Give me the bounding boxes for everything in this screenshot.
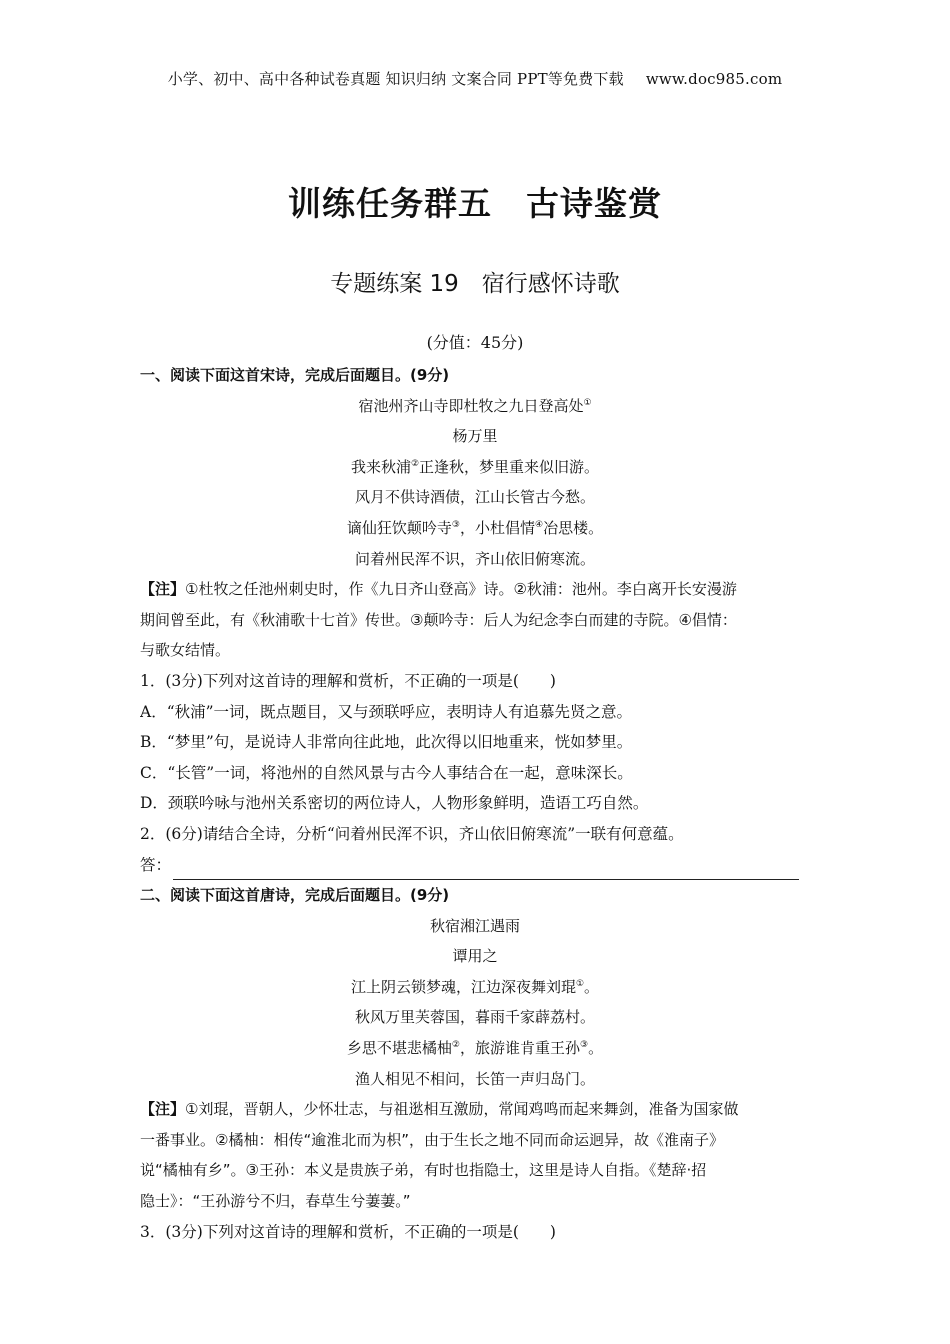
poem1-title-sup: ①	[583, 397, 592, 408]
poem1-line-3-sup: ③	[451, 519, 460, 530]
score-info: (分值：45分)	[426, 333, 524, 352]
q1-option-d[interactable]: D．颈联吟咏与池州关系密切的两位诗人，人物形象鲜明，造语工巧自然。	[140, 794, 649, 813]
note1-label: 【注】	[140, 580, 186, 599]
header-site[interactable]: www.doc985.com	[645, 70, 783, 88]
answer-label: 答：	[140, 855, 172, 874]
poem1-line-1-sup: ②	[410, 458, 420, 469]
note2-label: 【注】	[140, 1100, 186, 1119]
poem2-line-1	[140, 972, 810, 1003]
answer-row	[140, 850, 810, 881]
poem2-notes	[140, 1094, 810, 1216]
poem1-title-text: 宿池州齐山寺即杜牧之九日登高处	[358, 396, 584, 415]
poem2-line-1-b: 。	[584, 977, 600, 996]
poem1-line-3	[140, 513, 810, 544]
poem1-line-1-b: 正逢秋，梦里重来似旧游。	[419, 457, 600, 476]
poem2-line-4: 渔人相见不相问，长笛一声归岛门。	[354, 1069, 595, 1088]
note1-line: 期间曾至此，有《秋浦歌十七首》传世。③颠吟寺：后人为纪念李白而建的寺院。④倡情：	[140, 610, 737, 629]
header-text: 小学、初中、高中各种试卷真题 知识归纳 文案合同 PPT等免费下载	[167, 70, 624, 88]
question-2: 2．(6分)请结合全诗，分析“问着州民浑不识，齐山依旧俯寒流”一联有何意蕴。	[140, 824, 684, 843]
poem1-title	[140, 391, 810, 422]
page-header	[0, 68, 950, 89]
poem2-line-3-tail: 。	[588, 1039, 604, 1058]
poem2-line-1-sup: ①	[575, 978, 585, 989]
content	[140, 360, 810, 1247]
q1-option-b[interactable]: B．“梦里”句，是说诗人非常向往此地，此次得以旧地重来，恍如梦里。	[140, 733, 633, 752]
poem1-notes	[140, 574, 810, 666]
poem1-line-3-sup2: ④	[535, 519, 544, 530]
poem1-line-3-a: 谪仙狂饮颠吟寺	[346, 518, 452, 537]
answer-blank[interactable]	[173, 857, 799, 880]
note2-line: ①刘琨，晋朝人，少怀壮志，与祖逖相互激励，常闻鸡鸣而起来舞剑，准备为国家做	[185, 1100, 739, 1119]
poem2-line-3	[140, 1033, 810, 1064]
poem2-title: 秋宿湘江遇雨	[429, 916, 520, 935]
note2-line: 一番事业。②橘柚：相传“逾淮北而为枳”，由于生长之地不同而命运迥异，故《淮南子》	[140, 1130, 724, 1149]
poem2-line-3-a: 乡思不堪悲橘柚	[346, 1039, 452, 1058]
note2-line: 隐士》：“王孙游兮不归，春草生兮萋萋。”	[140, 1192, 411, 1211]
poem2-author: 谭用之	[452, 947, 498, 966]
poem2-line-1-a: 江上阴云锁梦魂，江边深夜舞刘琨	[350, 977, 576, 996]
page-title: 训练任务群五 古诗鉴赏	[288, 184, 662, 223]
poem1-line-3-b: ，小杜倡情	[459, 518, 535, 537]
note1-line: ①杜牧之任池州刺史时，作《九日齐山登高》诗。②秋浦：池州。李白离开长安漫游	[185, 580, 737, 599]
poem1-line-1-a: 我来秋浦	[350, 457, 411, 476]
question-1: 1．(3分)下列对这首诗的理解和赏析，不正确的一项是( )	[140, 671, 556, 690]
note1-line: 与歌女结情。	[140, 641, 231, 660]
poem2-line-2: 秋风万里芙蓉国，暮雨千家薜荔村。	[354, 1008, 595, 1027]
section1-heading: 一、阅读下面这首宋诗，完成后面题目。(9分)	[140, 366, 450, 384]
poem2-line-3-b: ，旅游谁肯重王孙	[459, 1039, 580, 1058]
page-subtitle: 专题练案 19 宿行感怀诗歌	[330, 271, 620, 297]
poem2-line-3-sup: ②	[451, 1040, 460, 1051]
poem1-line-2: 风月不供诗酒债，江山长管古今愁。	[354, 488, 595, 507]
note2-line: 说“橘柚有乡”。③王孙：本义是贵族子弟，有时也指隐士，这里是诗人自指。《楚辞·招	[140, 1161, 707, 1180]
poem1-line-1	[140, 452, 810, 483]
question-3: 3．(3分)下列对这首诗的理解和赏析，不正确的一项是( )	[140, 1222, 556, 1241]
q1-option-a[interactable]: A．“秋浦”一词，既点题目，又与颈联呼应，表明诗人有追慕先贤之意。	[140, 702, 633, 721]
poem1-line-3-tail: 冶思楼。	[543, 518, 604, 537]
poem1-line-4: 问着州民浑不识，齐山依旧俯寒流。	[354, 549, 595, 568]
poem1-author: 杨万里	[452, 427, 498, 446]
q1-option-c[interactable]: C．“长管”一词，将池州的自然风景与古今人事结合在一起，意味深长。	[140, 763, 633, 782]
section2-heading: 二、阅读下面这首唐诗，完成后面题目。(9分)	[140, 886, 450, 905]
poem2-line-3-sup2: ③	[580, 1040, 589, 1051]
